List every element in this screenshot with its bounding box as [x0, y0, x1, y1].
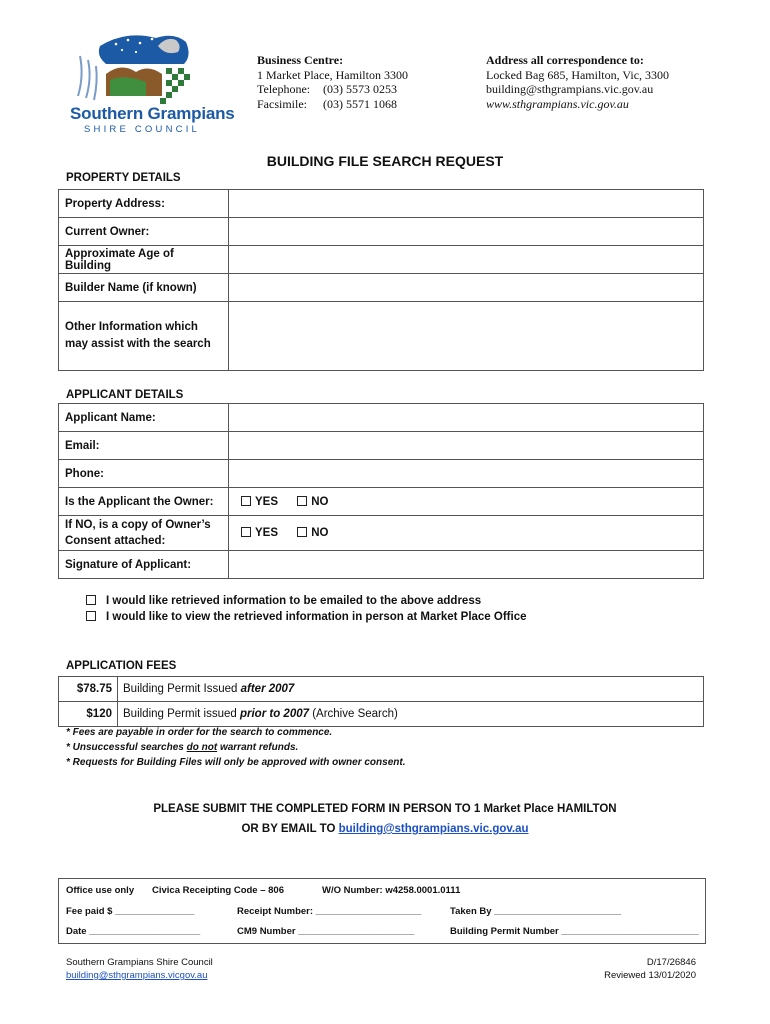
is-owner-no-checkbox[interactable] [297, 496, 307, 506]
consent-no-label: NO [311, 527, 329, 539]
office-use-box [58, 878, 706, 944]
email-field[interactable] [229, 432, 704, 460]
application-fees-heading: APPLICATION FEES [66, 660, 177, 672]
fee-note-2-underline: do not [186, 742, 218, 753]
fee-desc-prior-2007 [118, 702, 704, 727]
logo-title: Southern Grampians [70, 104, 235, 123]
option-email-checkbox[interactable] [86, 595, 96, 605]
taken-by-field[interactable]: Taken By ________________________ [450, 906, 621, 917]
other-info-label: Other Information which may assist with the search [59, 302, 229, 371]
email-label: Email: [59, 432, 229, 460]
building-permit-number-field[interactable]: Building Permit Number __________________________ [450, 926, 699, 937]
current-owner-field[interactable] [229, 218, 704, 246]
fee-desc-emphasis: after 2007 [240, 683, 295, 695]
submit-line-1: PLEASE SUBMIT THE COMPLETED FORM IN PERSON TO 1 Market Place HAMILTON [153, 803, 617, 815]
fee-note-2-start: * Unsuccessful searches [66, 742, 187, 753]
other-info-field[interactable] [229, 302, 704, 371]
applicant-name-field[interactable] [229, 404, 704, 432]
option-email [86, 595, 481, 607]
fee-amount-after-2007: $78.75 [59, 677, 118, 702]
signature-field[interactable] [229, 551, 704, 579]
option-in-person-checkbox[interactable] [86, 611, 96, 621]
fee-note-3: * Requests for Building Files will only be approved with owner consent. [66, 757, 406, 768]
date-field[interactable]: Date _____________________ [66, 926, 201, 937]
submit-instructions [0, 799, 770, 839]
is-owner-label: Is the Applicant the Owner: [59, 488, 229, 516]
telephone-number: (03) 5573 0253 [323, 82, 397, 96]
business-centre-address: 1 Market Place, Hamilton 3300 [257, 67, 408, 82]
fee-paid-field[interactable]: Fee paid $ _______________ [66, 906, 195, 917]
property-details-table [58, 189, 704, 371]
option-email-label: I would like retrieved information to be emailed to the above address [106, 595, 482, 607]
signature-label: Signature of Applicant: [59, 551, 229, 579]
is-owner-yes-label: YES [255, 495, 279, 508]
is-owner-no-label: NO [311, 495, 329, 508]
consent-no-checkbox[interactable] [297, 527, 307, 537]
phone-label: Phone: [59, 460, 229, 488]
applicant-name-label: Applicant Name: [59, 404, 229, 432]
form-title: BUILDING FILE SEARCH REQUEST [266, 153, 504, 169]
fee-desc-suffix: (Archive Search) [309, 708, 398, 720]
facsimile-number: (03) 5571 1068 [323, 96, 397, 111]
fee-note-2 [66, 740, 406, 755]
is-owner-options [229, 488, 704, 516]
is-owner-yes-checkbox[interactable] [241, 496, 251, 506]
consent-yes-checkbox[interactable] [241, 527, 251, 537]
phone-field[interactable] [229, 460, 704, 488]
correspondence-address: Locked Bag 685, Hamilton, Vic, 3300 [486, 67, 670, 82]
business-centre-block [257, 53, 408, 111]
footer-email-link[interactable]: building@sthgrampians.vicgov.au [66, 970, 208, 981]
consent-options [229, 516, 704, 551]
correspondence-email[interactable]: building@sthgrampians.vic.gov.au [486, 82, 654, 96]
option-in-person-label: I would like to view the retrieved information in person at Market Place Office [106, 611, 527, 623]
fee-desc-emphasis: prior to 2007 [239, 708, 310, 720]
footer-org: Southern Grampians Shire Council [66, 957, 213, 968]
footer-right [604, 956, 696, 982]
correspondence-heading: Address all correspondence to: [486, 53, 644, 67]
builder-name-label: Builder Name (if known) [59, 274, 229, 302]
cm9-number-field[interactable]: CM9 Number ______________________ [237, 926, 415, 937]
fee-notes [66, 725, 406, 770]
fee-note-1: * Fees are payable in order for the search to commence. [66, 727, 333, 738]
facsimile-label: Facsimile: [257, 96, 307, 111]
submit-line-2-text: OR BY EMAIL TO [241, 823, 339, 835]
property-address-field[interactable] [229, 190, 704, 218]
building-age-field[interactable] [229, 246, 704, 274]
correspondence-website[interactable]: www.sthgrampians.vic.gov.au [486, 96, 629, 111]
fee-desc-text: Building Permit Issued [123, 683, 241, 695]
fee-amount-prior-2007: $120 [59, 702, 118, 727]
consent-label: If NO, is a copy of Owner’s Consent attached: [59, 516, 229, 551]
footer-doc-ref: D/17/26846 [646, 957, 696, 968]
business-centre-heading: Business Centre: [257, 53, 344, 67]
consent-yes-label: YES [255, 527, 279, 539]
telephone-label: Telephone: [257, 82, 311, 96]
applicant-details-table [58, 403, 704, 579]
fee-desc-after-2007 [118, 677, 704, 702]
building-age-label: Approximate Age of Building [59, 246, 229, 274]
wo-number: W/O Number: w4258.0001.0111 [322, 885, 461, 896]
receipt-number-field[interactable]: Receipt Number: ____________________ [237, 906, 422, 917]
builder-name-field[interactable] [229, 274, 704, 302]
civica-code: Civica Receipting Code – 806 [152, 885, 284, 896]
correspondence-block [486, 53, 669, 111]
footer-left [66, 956, 213, 982]
office-use-label: Office use only [66, 885, 135, 896]
fee-desc-text: Building Permit issued [123, 708, 240, 720]
submit-email-link[interactable]: building@sthgrampians.vic.gov.au [338, 823, 529, 835]
fees-table [58, 676, 704, 727]
applicant-details-heading: APPLICANT DETAILS [66, 389, 184, 401]
fee-note-2-end: warrant refunds. [217, 742, 299, 753]
footer-reviewed: Reviewed 13/01/2020 [604, 970, 696, 981]
property-details-heading: PROPERTY DETAILS [66, 172, 181, 184]
property-address-label: Property Address: [59, 190, 229, 218]
logo-subtitle: SHIRE COUNCIL [84, 124, 201, 135]
submit-line-2 [0, 819, 770, 839]
option-in-person [86, 611, 527, 623]
current-owner-label: Current Owner: [59, 218, 229, 246]
